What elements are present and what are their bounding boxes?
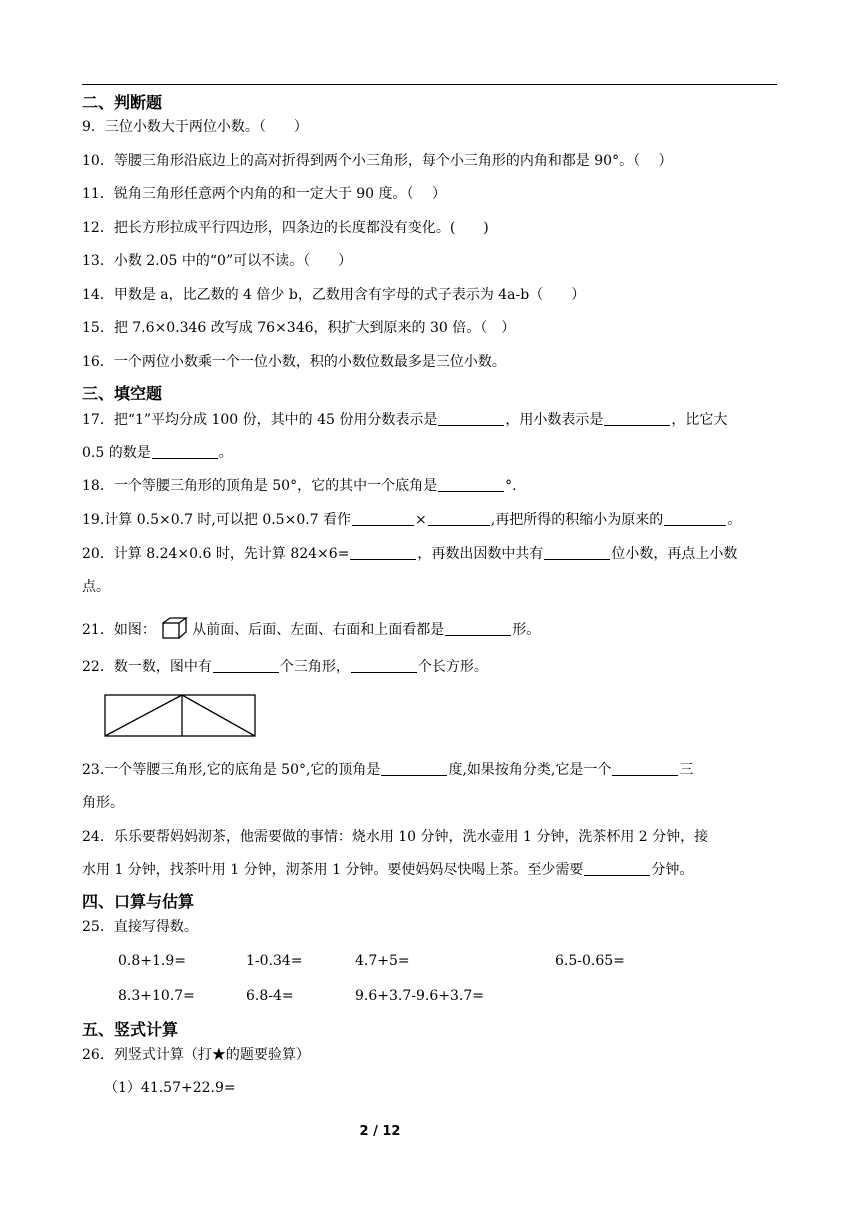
calc-item: 4.7+5= xyxy=(355,953,410,969)
answer-blank[interactable] xyxy=(428,511,490,526)
question-14: 14．甲数是 a，比乙数的 4 倍少 b，乙数用含有字母的式子表示为 4a-b（ ） xyxy=(82,287,586,303)
question-26-1: （1）41.57+22.9= xyxy=(104,1080,236,1096)
question-19-text-b: × xyxy=(415,512,427,528)
question-23-text-c: 三 xyxy=(679,762,694,778)
question-19-text-d: 。 xyxy=(727,512,742,528)
question-21-text-a: 21．如图： xyxy=(82,622,156,638)
question-13: 13．小数 2.05 中的“0”可以不读。（ ） xyxy=(82,253,353,269)
triangle-rectangle-figure xyxy=(104,694,256,738)
question-22-text-c: 个长方形。 xyxy=(417,659,488,675)
section-title-judgement: 二、判断题 xyxy=(82,93,163,112)
answer-blank[interactable] xyxy=(438,477,504,492)
question-24: 24．乐乐要帮妈妈沏茶，他需要做的事情：烧水用 10 分钟，洗水壶用 1 分钟，洗茶杯用 2 分钟，接 xyxy=(82,829,709,845)
calc-item: 6.5-0.65= xyxy=(555,953,625,969)
section-title-fill-in: 三、填空题 xyxy=(82,384,163,403)
question-24-line2 xyxy=(82,860,693,880)
question-24-text-c: 分钟。 xyxy=(651,862,694,878)
question-15: 15．把 7.6×0.346 改写成 76×346，积扩大到原来的 30 倍。（ ） xyxy=(82,320,516,336)
question-21-text-b: 从前面、后面、左面、右面和上面看都是 xyxy=(192,622,445,638)
question-17-text-a: 17．把“1”平均分成 100 份，其中的 45 份用分数表示是 xyxy=(82,412,438,428)
question-25: 25．直接写得数。 xyxy=(82,919,198,935)
answer-blank[interactable] xyxy=(445,621,511,636)
answer-blank[interactable] xyxy=(584,861,650,876)
section-title-vertical-calc: 五、竖式计算 xyxy=(82,1020,179,1039)
calc-item: 9.6+3.7-9.6+3.7= xyxy=(355,988,484,1004)
answer-blank[interactable] xyxy=(381,761,447,776)
question-26: 26．列竖式计算（打★的题要验算） xyxy=(82,1047,310,1063)
calc-item: 1-0.34= xyxy=(246,953,303,969)
question-16: 16．一个两位小数乘一个一位小数，积的小数位数最多是三位小数。 xyxy=(82,354,506,370)
question-20-text-b: ，再数出因数中共有 xyxy=(417,546,544,562)
section-title-mental-math: 四、口算与估算 xyxy=(82,892,195,911)
answer-blank[interactable] xyxy=(438,411,504,426)
question-17-text-d: 0.5 的数是 xyxy=(82,445,151,461)
question-20-line2: 点。 xyxy=(82,579,110,595)
question-18-text-b: °. xyxy=(505,478,517,494)
question-22-text-b: 个三角形， xyxy=(279,659,350,675)
question-19 xyxy=(82,510,741,530)
answer-blank[interactable] xyxy=(664,511,726,526)
answer-blank[interactable] xyxy=(604,411,670,426)
header-rule xyxy=(82,84,777,85)
cube-icon xyxy=(162,617,188,639)
question-10: 10．等腰三角形沿底边上的高对折得到两个小三角形，每个小三角形的内角和都是 90°。（ ） xyxy=(82,153,673,169)
answer-blank[interactable] xyxy=(213,658,279,673)
question-23 xyxy=(82,760,693,780)
calc-item: 6.8-4= xyxy=(246,988,294,1004)
question-19-text-c: ,再把所得的积缩小为原来的 xyxy=(490,512,664,528)
question-17-line2 xyxy=(82,443,233,463)
question-22-text-a: 22．数一数，图中有 xyxy=(82,659,212,675)
answer-blank[interactable] xyxy=(152,444,218,459)
question-22 xyxy=(82,657,488,677)
question-20-text-c: 位小数，再点上小数 xyxy=(611,546,738,562)
question-21-text-c: 形。 xyxy=(512,622,541,638)
question-12: 12．把长方形拉成平行四边形，四条边的长度都没有变化。( ) xyxy=(82,220,489,236)
question-20 xyxy=(82,544,737,564)
question-18-text-a: 18．一个等腰三角形的顶角是 50°，它的其中一个底角是 xyxy=(82,478,438,494)
answer-blank[interactable] xyxy=(352,511,414,526)
question-19-text-a: 19.计算 0.5×0.7 时,可以把 0.5×0.7 看作 xyxy=(82,512,352,528)
question-17 xyxy=(82,410,727,430)
answer-blank[interactable] xyxy=(544,545,610,560)
question-24-text-b: 水用 1 分钟，找茶叶用 1 分钟，沏茶用 1 分钟。要使妈妈尽快喝上茶。至少需要 xyxy=(82,862,584,878)
calc-item: 0.8+1.9= xyxy=(118,953,186,969)
calc-item: 8.3+10.7= xyxy=(118,988,195,1004)
answer-blank[interactable] xyxy=(350,545,416,560)
question-23-text-b: 度,如果按角分类,它是一个 xyxy=(448,762,612,778)
question-17-text-b: ，用小数表示是 xyxy=(505,412,604,428)
question-17-text-e: 。 xyxy=(218,445,233,461)
question-11: 11．锐角三角形任意两个内角的和一定大于 90 度。（ ） xyxy=(82,186,446,202)
answer-blank[interactable] xyxy=(612,761,678,776)
question-18 xyxy=(82,476,517,496)
question-9: 9．三位小数大于两位小数。（ ） xyxy=(82,119,308,135)
question-23-line2: 角形。 xyxy=(82,795,124,811)
question-20-text-a: 20．计算 8.24×0.6 时，先计算 824×6= xyxy=(82,546,350,562)
question-17-text-c: ，比它大 xyxy=(671,412,728,428)
page-number: 2 / 12 xyxy=(359,1124,401,1139)
answer-blank[interactable] xyxy=(351,658,417,673)
question-23-text-a: 23.一个等腰三角形,它的底角是 50°,它的顶角是 xyxy=(82,762,381,778)
question-21 xyxy=(82,617,540,640)
